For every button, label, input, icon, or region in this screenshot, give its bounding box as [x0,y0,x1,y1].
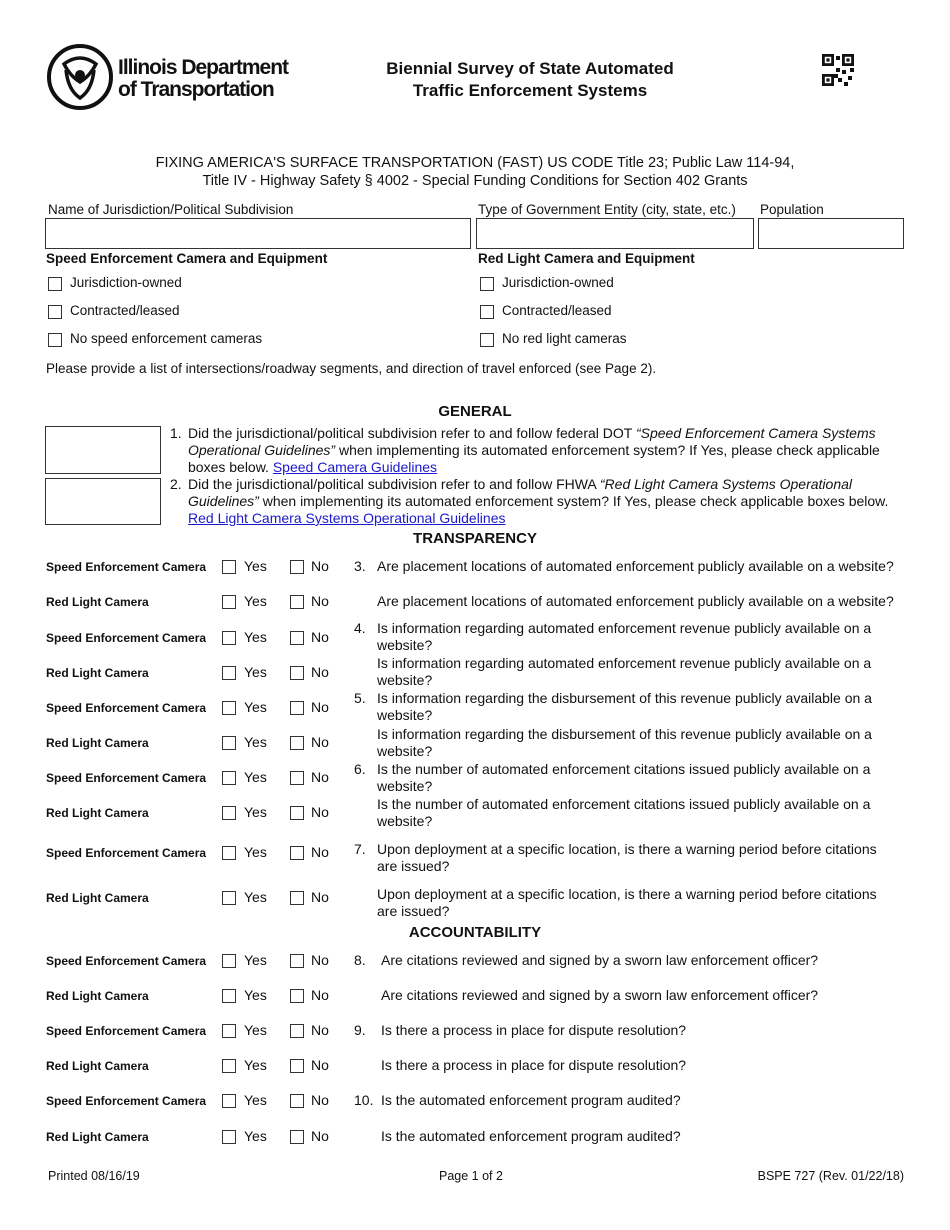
no-label: No [311,664,329,680]
question-number: 6. [354,761,366,777]
yes-label: Yes [244,987,267,1003]
question-text: Is information regarding the disbursement of this revenue publicly available on a website? [377,690,872,723]
qr-code-icon [822,54,854,86]
question-text: Upon deployment at a specific location, is there a warning period before citations are issued? [377,841,877,874]
yes-label: Yes [244,734,267,750]
no-checkbox[interactable] [290,701,304,715]
yes-checkbox[interactable] [222,1059,236,1073]
no-checkbox[interactable] [290,989,304,1003]
no-checkbox[interactable] [290,1130,304,1144]
form-title-line1: Biennial Survey of State Automated [386,59,674,78]
question-text: Is information regarding the disbursement of this revenue publicly available on a website? [377,726,872,759]
yes-checkbox[interactable] [222,1094,236,1108]
yes-label: Yes [244,629,267,645]
question-number: 10. [354,1092,374,1108]
yes-checkbox[interactable] [222,560,236,574]
yes-label: Yes [244,1128,267,1144]
entity-type-label: Type of Government Entity (city, state, etc.) [478,202,736,217]
transparency-heading: TRANSPARENCY [413,530,537,547]
no-checkbox[interactable] [290,631,304,645]
question-text: Are placement locations of automated enforcement publicly available on a website? [377,558,894,574]
idot-logo [46,42,306,114]
no-label: No [311,1092,329,1108]
speed-camera-label: Speed Enforcement Camera [46,1024,207,1038]
red-light-camera-label: Red Light Camera [46,1130,149,1144]
red-light-camera-label: Red Light Camera [46,989,149,1003]
no-checkbox[interactable] [290,666,304,680]
no-checkbox[interactable] [290,891,304,905]
speed-camera-label: Speed Enforcement Camera [46,1094,207,1108]
page-number: Page 1 of 2 [439,1169,503,1183]
yes-checkbox[interactable] [222,806,236,820]
red-light-camera-label: Red Light Camera [46,736,149,750]
yes-label: Yes [244,558,267,574]
speed-contracted-label: Contracted/leased [70,303,180,318]
question-number: 8. [354,952,366,968]
yes-checkbox[interactable] [222,771,236,785]
yes-label: Yes [244,952,267,968]
q2-text-post: when implementing its automated enforcement system? If Yes, please check applicable boxes below. [258,493,889,509]
red-owned-label: Jurisdiction-owned [502,275,614,290]
jurisdiction-field[interactable] [45,218,471,249]
question-text: Is information regarding automated enforcement revenue publicly available on a website? [377,655,872,688]
question-number: 9. [354,1022,366,1038]
idot-logo-icon [46,42,114,112]
yes-checkbox[interactable] [222,954,236,968]
q2-text-pre: Did the jurisdictional/political subdivision refer to and follow FHWA [188,476,600,492]
red-light-equipment-heading: Red Light Camera and Equipment [478,251,695,266]
yes-checkbox[interactable] [222,631,236,645]
red-light-camera-label: Red Light Camera [46,806,149,820]
no-label: No [311,558,329,574]
question-text: Are placement locations of automated enforcement publicly available on a website? [377,593,894,609]
no-checkbox[interactable] [290,595,304,609]
speed-camera-guidelines-link[interactable]: Speed Camera Guidelines [272,459,438,475]
no-checkbox[interactable] [290,560,304,574]
yes-checkbox[interactable] [222,595,236,609]
question-number: 4. [354,620,366,636]
no-checkbox[interactable] [290,846,304,860]
question-text: Is the automated enforcement program audited? [381,1092,681,1108]
question-text: Is there a process in place for dispute resolution? [381,1022,687,1038]
red-none-label: No red light cameras [502,331,627,346]
q1-text-post: when implementing its automated enforcement system? If Yes, please check applicable boxes below. [188,442,880,475]
question-text: Is the number of automated enforcement citations issued publicly available on a website? [377,796,871,829]
no-checkbox[interactable] [290,1059,304,1073]
speed-owned-label: Jurisdiction-owned [70,275,182,290]
q2-number: 2. [170,476,182,492]
no-checkbox[interactable] [290,771,304,785]
red-contracted-checkbox[interactable] [480,305,494,319]
yes-label: Yes [244,804,267,820]
question-text: Is the automated enforcement program audited? [381,1128,681,1144]
agency-name-line2: of Transportation [118,78,274,101]
yes-label: Yes [244,593,267,609]
no-checkbox[interactable] [290,736,304,750]
no-checkbox[interactable] [290,954,304,968]
speed-none-checkbox[interactable] [48,333,62,347]
printed-date: Printed 08/16/19 [48,1169,140,1183]
yes-checkbox[interactable] [222,666,236,680]
yes-checkbox[interactable] [222,736,236,750]
red-light-camera-label: Red Light Camera [46,1059,149,1073]
red-contracted-label: Contracted/leased [502,303,612,318]
q1-answer-box[interactable] [45,426,161,474]
yes-label: Yes [244,1022,267,1038]
speed-camera-label: Speed Enforcement Camera [46,846,207,860]
yes-label: Yes [244,889,267,905]
question-number: 3. [354,558,366,574]
question-number: 7. [354,841,366,857]
q2-answer-box[interactable] [45,478,161,525]
speed-none-label: No speed enforcement cameras [70,331,263,346]
no-label: No [311,952,329,968]
yes-label: Yes [244,844,267,860]
yes-label: Yes [244,769,267,785]
yes-checkbox[interactable] [222,989,236,1003]
no-checkbox[interactable] [290,1024,304,1038]
yes-checkbox[interactable] [222,701,236,715]
red-none-checkbox[interactable] [480,333,494,347]
speed-camera-label: Speed Enforcement Camera [46,560,207,574]
q1-guideline-title: “Speed Enforcement Camera Systems Operational Guidelines” [188,425,876,458]
no-label: No [311,734,329,750]
question-text: Is there a process in place for dispute resolution? [381,1057,687,1073]
yes-label: Yes [244,664,267,680]
yes-checkbox[interactable] [222,1130,236,1144]
speed-equipment-heading: Speed Enforcement Camera and Equipment [46,251,328,266]
population-label: Population [760,202,824,217]
question-text: Upon deployment at a specific location, is there a warning period before citations are issued? [377,886,877,919]
speed-camera-label: Speed Enforcement Camera [46,631,207,645]
no-label: No [311,1022,329,1038]
speed-camera-label: Speed Enforcement Camera [46,701,207,715]
population-field[interactable] [758,218,904,249]
red-light-guidelines-link[interactable]: Red Light Camera Systems Operational Guidelines [188,510,506,526]
q1-text [188,425,903,476]
q2-guideline-title: “Red Light Camera Systems Operational Guidelines” [188,476,852,509]
legal-reference-line1: FIXING AMERICA'S SURFACE TRANSPORTATION (FAST) US CODE Title 23; Public Law 114-94, [155,155,795,171]
entity-type-field[interactable] [476,218,754,249]
speed-owned-checkbox[interactable] [48,277,62,291]
red-light-camera-label: Red Light Camera [46,891,149,905]
general-heading: GENERAL [438,403,512,420]
no-label: No [311,699,329,715]
no-checkbox[interactable] [290,1094,304,1108]
yes-label: Yes [244,1057,267,1073]
form-title-line2: Traffic Enforcement Systems [412,81,648,100]
jurisdiction-label: Name of Jurisdiction/Political Subdivision [48,202,294,217]
yes-checkbox[interactable] [222,891,236,905]
speed-camera-label: Speed Enforcement Camera [46,771,207,785]
question-text: Are citations reviewed and signed by a sworn law enforcement officer? [381,987,819,1003]
yes-checkbox[interactable] [222,1024,236,1038]
speed-contracted-checkbox[interactable] [48,305,62,319]
q1-number: 1. [170,425,182,441]
question-text: Are citations reviewed and signed by a sworn law enforcement officer? [381,952,819,968]
question-number: 5. [354,690,366,706]
no-label: No [311,1057,329,1073]
no-label: No [311,769,329,785]
red-light-camera-label: Red Light Camera [46,595,149,609]
speed-camera-label: Speed Enforcement Camera [46,954,207,968]
question-text: Is information regarding automated enforcement revenue publicly available on a website? [377,620,872,653]
accountability-heading: ACCOUNTABILITY [408,924,542,941]
red-light-camera-label: Red Light Camera [46,666,149,680]
no-label: No [311,987,329,1003]
no-label: No [311,889,329,905]
no-label: No [311,593,329,609]
no-label: No [311,804,329,820]
form-number: BSPE 727 (Rev. 01/22/18) [757,1169,904,1183]
no-label: No [311,1128,329,1144]
legal-reference-line2: Title IV - Highway Safety § 4002 - Special Funding Conditions for Section 402 Grants [202,173,748,189]
intersections-note: Please provide a list of intersections/roadway segments, and direction of travel enforced (see Page 2). [46,361,657,376]
yes-label: Yes [244,1092,267,1108]
yes-checkbox[interactable] [222,846,236,860]
question-text: Is the number of automated enforcement citations issued publicly available on a website? [377,761,871,794]
red-owned-checkbox[interactable] [480,277,494,291]
no-checkbox[interactable] [290,806,304,820]
agency-name-line1: Illinois Department [118,56,289,79]
q2-text [188,476,903,527]
q1-text-pre: Did the jurisdictional/political subdivision refer to and follow federal DOT [188,425,636,441]
no-label: No [311,629,329,645]
yes-label: Yes [244,699,267,715]
no-label: No [311,844,329,860]
